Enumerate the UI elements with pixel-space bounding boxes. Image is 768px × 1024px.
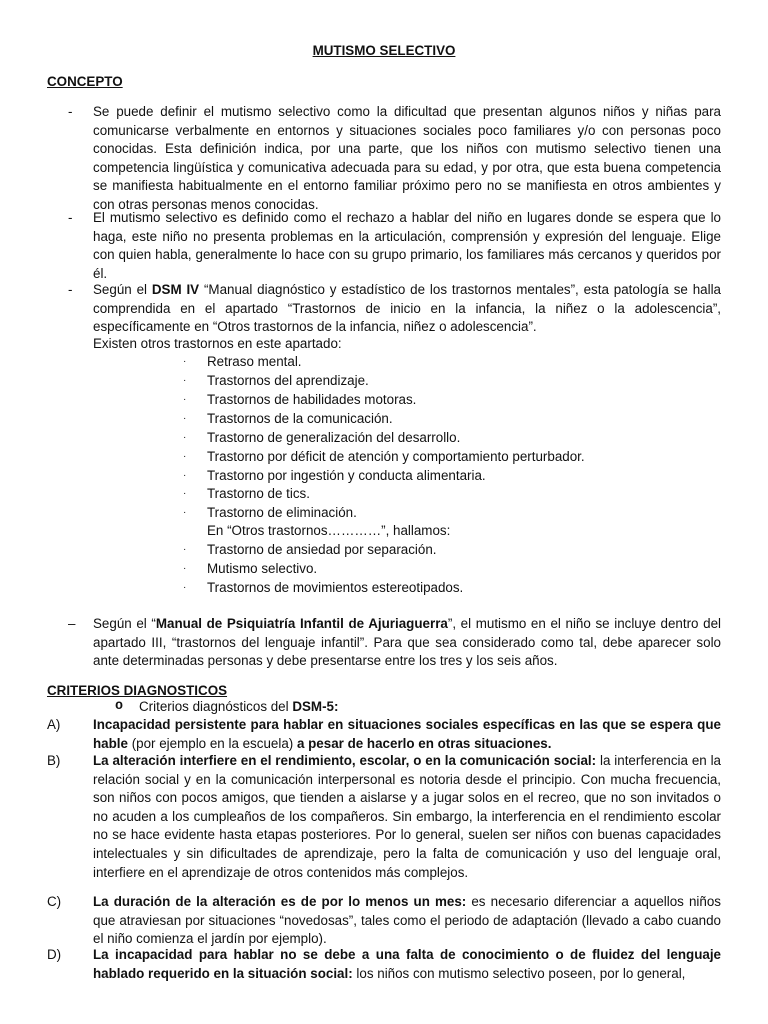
- dash-marker: –: [68, 616, 76, 631]
- bullet-dot: ·: [183, 451, 187, 462]
- bullet-dot: ·: [183, 356, 187, 367]
- bullet-dot: ·: [183, 582, 187, 593]
- criterion-letter-b: B): [47, 753, 61, 768]
- text: La incapacidad para hablar no se debe a una falta de conocimiento o de fluidez del lenguaje hablado requerido en la situación social:: [93, 947, 721, 981]
- bullet-dot: ·: [183, 375, 187, 386]
- bullet-dot: ·: [183, 394, 187, 405]
- list-item: Trastorno por ingestión y conducta alimentaria.: [207, 468, 486, 483]
- text: Según el “: [93, 616, 156, 631]
- sublist-intro: En “Otros trastornos…………”, hallamos:: [207, 523, 451, 538]
- text: Criterios diagnósticos del: [139, 699, 293, 714]
- paragraph-ajuriaguerra: [93, 615, 721, 671]
- list-item: Trastorno por déficit de atención y comportamiento perturbador.: [207, 449, 585, 464]
- bullet-dot: ·: [183, 488, 187, 499]
- list-item: Trastorno de eliminación.: [207, 505, 357, 520]
- text: (por ejemplo en la escuela): [127, 735, 297, 751]
- dash-marker: -: [68, 282, 73, 297]
- dash-marker: -: [68, 104, 73, 119]
- bullet-dot: ·: [183, 563, 187, 574]
- bullet-dot: ·: [183, 432, 187, 443]
- list-item: Trastornos del aprendizaje.: [207, 373, 369, 388]
- criterion-c: [93, 893, 721, 949]
- text: los niños con mutismo selectivo poseen, por lo general,: [352, 965, 686, 981]
- document-title: MUTISMO SELECTIVO: [312, 43, 456, 58]
- text: es necesario diferenciar a aquellos niños que atraviesan por situaciones “novedosas”, tales como el periodo de adaptación (llevado a cabo cuando el niño comienza el jardín por ejemplo).: [93, 894, 721, 947]
- criteria-subheading: [139, 698, 338, 717]
- list-intro-text: Existen otros trastornos en este apartado:: [93, 336, 342, 351]
- dsm-iv-bold: DSM IV: [151, 282, 200, 297]
- criterion-a: [93, 716, 721, 753]
- text: La alteración interfiere en el rendimiento, escolar, o en la comunicación social:: [93, 753, 597, 768]
- criterion-letter-d: D): [47, 947, 62, 962]
- text: La duración de la alteración es de por lo menos un mes:: [93, 894, 467, 909]
- criterion-letter-a: A): [47, 717, 61, 732]
- text: la interferencia en la relación social y en la comunicación interpersonal es notoria desde el principio. Con mucha frecuencia, son niños con pocos amigos, que tienden a aislarse y a jugar solos en el recreo, que no son invitados o no acuden a los cumpleaños de los compañeros. Sin embargo, la interferencia en el rendimiento escolar no se hace evidente hasta etapas posteriores. Por lo general, suelen ser niños con buenas capacidades intelectuales y sin dificultades de aprendizaje, pero la falta de comunicación y uso del lenguaje oral, interfiere en el aprendizaje de otros contenidos más complejos.: [93, 753, 721, 880]
- bullet-dot: ·: [183, 470, 187, 481]
- paragraph-dsm-iv: [93, 281, 721, 337]
- manual-title-bold: Manual de Psiquiatría Infantil de Ajuriaguerra: [155, 616, 448, 631]
- text: Incapacidad persistente para hablar en situaciones sociales específicas en las que se espera que hable: [93, 717, 721, 751]
- list-item: Retraso mental.: [207, 354, 302, 369]
- list-item: Trastorno de generalización del desarrollo.: [207, 430, 461, 445]
- bullet-dot: ·: [183, 413, 187, 424]
- dash-marker: -: [68, 210, 73, 225]
- criterion-letter-c: C): [47, 894, 62, 909]
- section-heading-criterios: CRITERIOS DIAGNOSTICOS: [47, 683, 228, 698]
- paragraph-definition: Se puede definir el mutismo selectivo como la dificultad que presentan algunos niños y niñas para comunicarse verbalmente en entornos y situaciones sociales poco familiares y/o con personas poco conocidas. Esta definición indica, por una parte, que los niños con mutismo selectivo tienen una competencia lingüística y comunicativa adecuada para su edad, y por otra, que esta buena competencia se manifiesta habitualmente en el entorno familiar próximo pero no se manifiesta en otros ambientes y con otras personas menos conocidas.: [93, 104, 721, 212]
- section-heading-concepto: CONCEPTO: [47, 74, 123, 89]
- criterion-d: [93, 946, 721, 983]
- list-item: Trastorno de tics.: [207, 486, 310, 501]
- text: ”, el mutismo en el niño se incluye dentro del apartado III, “trastornos del lenguaje infantil”. Para que sea considerado como tal, debe aparecer solo ante determinadas personas y debe presentarse entre los tres y los seis años.: [93, 616, 721, 669]
- list-item: Trastornos de la comunicación.: [207, 411, 393, 426]
- paragraph-rechazo: El mutismo selectivo es definido como el rechazo a hablar del niño en lugares donde se espera que lo haga, este niño no presenta problemas en la articulación, comprensión y expresión del lenguaje. Elige con quien habla, generalmente lo hace con su grupo primario, los familiares más cercanos y queridos por él.: [93, 210, 721, 281]
- circle-bullet: o: [115, 699, 124, 714]
- criterion-b: [93, 752, 721, 882]
- text: Según el: [93, 282, 152, 297]
- list-item: Trastorno de ansiedad por separación.: [207, 542, 437, 557]
- dsm5-bold: DSM-5:: [292, 699, 339, 714]
- list-item: Trastornos de habilidades motoras.: [207, 392, 417, 407]
- list-item: Mutismo selectivo.: [207, 561, 318, 576]
- bullet-dot: ·: [183, 507, 187, 518]
- list-item: Trastornos de movimientos estereotipados.: [207, 580, 464, 595]
- text: “Manual diagnóstico y estadístico de los trastornos mentales”, esta patología se halla comprendida en el apartado “Trastornos de inicio en la infancia, la niñez o la adolescencia”, específicamente en “Otros trastornos de la infancia, niñez o adolescencia”.: [93, 282, 721, 335]
- text: a pesar de hacerlo en otras situaciones.: [296, 735, 552, 751]
- bullet-dot: ·: [183, 544, 187, 555]
